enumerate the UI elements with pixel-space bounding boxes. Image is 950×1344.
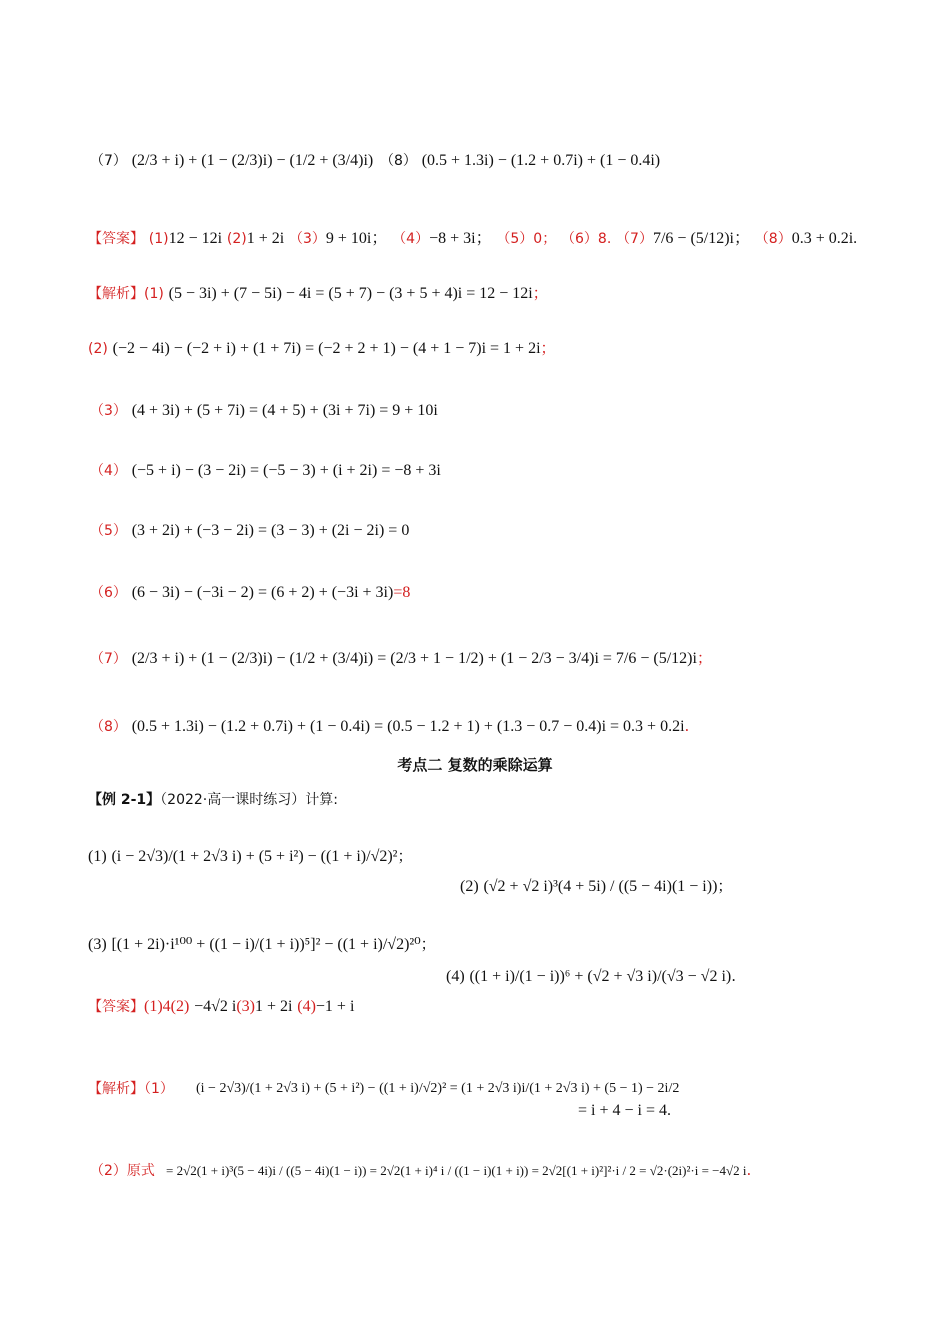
analysis-expr: (−2 − 4i) − (−2 + i) + (1 + 7i) = (−2 + 2 + 1) − (4 + 1 − 7)i = 1 + 2i (112, 340, 541, 357)
analysis-tail: . (684, 717, 690, 735)
example-tail: ； (717, 877, 733, 895)
analysis-expr: (0.5 + 1.3i) − (1.2 + 0.7i) + (1 − 0.4i) = (0.5 − 1.2 + 1) + (1.3 − 0.7 − 0.4)i = 0.3 + 0.2i (131, 718, 685, 735)
problem-7-label: （7） (90, 153, 127, 169)
example-tail: ； (397, 847, 413, 865)
analysis-expr: (i − 2√3)/(1 + 2√3 i) + (5 + i²) − ((1 + i)/√2)² = (1 + 2√3 i)i/(1 + 2√3 i) + (5 − 1) − 2i/2 (196, 1081, 680, 1096)
analysis-tail: . (746, 1161, 752, 1179)
analysis-num: （7） (90, 651, 127, 667)
analysis-expr: (2/3 + i) + (1 − (2/3)i) − (1/2 + (3/4)i) = (2/3 + 1 − 1/2) + (1 − 2/3 − 3/4)i = 7/6 − (5/12)i (131, 650, 697, 667)
analysis-num: （6） (90, 585, 127, 601)
problem-7 (90, 150, 373, 171)
analysis-num: (2) (88, 341, 108, 357)
example-source: （2022·高一课时练习）计算: (160, 792, 338, 808)
analysis-num: （2）原式 (90, 1163, 155, 1179)
example-expr: (√2 + √2 i)³(4 + 5i) / ((5 − 4i)(1 − i)) (483, 878, 718, 895)
analysis-1-line-5 (90, 520, 409, 541)
answer-item-value: 9 + 10i； (325, 230, 388, 247)
example-label: (3) (88, 936, 107, 953)
example-label: (4) (446, 968, 465, 985)
analysis-tail: ； (532, 284, 548, 302)
answer-item-num: （8） (754, 231, 792, 247)
analysis-1-line-8 (90, 716, 689, 737)
example-problem-2 (460, 876, 732, 897)
answer-item-num: (1) (148, 231, 169, 247)
answer-item-num: （3） (288, 231, 326, 247)
analysis-1-line-1 (88, 283, 548, 304)
example-expr: ((1 + i)/(1 − i))⁶ + (√2 + √3 i)/(√3 − √2 i) (469, 968, 732, 985)
example-problem-1 (88, 846, 412, 867)
analysis-expr: (4 + 3i) + (5 + 7i) = (4 + 5) + (3i + 7i) = 9 + 10i (131, 402, 438, 419)
analysis-tag: 【解析】 (88, 1081, 144, 1097)
analysis-num: （5） (90, 523, 127, 539)
answer-item-value: 7/6 − (5/12)i； (652, 230, 750, 247)
analysis-expr: (−5 + i) − (3 − 2i) = (−5 − 3) + (i + 2i) = −8 + 3i (131, 462, 441, 479)
answer-tag: 【答案】 (88, 999, 144, 1015)
answer-item-num: （6） (560, 231, 598, 247)
analysis-1-line-7 (90, 648, 712, 669)
example-tail: . (731, 967, 736, 985)
analysis-expr: (6 − 3i) − (−3i − 2) = (6 + 2) + (−3i + 3i) (131, 584, 394, 601)
analysis-1-line-3 (90, 400, 438, 421)
problem-8-expr: (0.5 + 1.3i) − (1.2 + 0.7i) + (1 − 0.4i) (421, 152, 661, 169)
example-problem-4 (446, 966, 736, 987)
example-problem-3 (88, 934, 436, 955)
analysis-tag: 【解析】 (88, 286, 144, 302)
example-expr: [(1 + 2i)·i¹⁰⁰ + ((1 − i)/(1 + i))⁵]² − ((1 + i)/√2)²⁰ (111, 936, 421, 953)
answer-item-value: −4√2 i (194, 998, 237, 1015)
problem-8 (380, 150, 660, 171)
section-title: 考点二 复数的乘除运算 (397, 756, 553, 774)
example-expr: (i − 2√3)/(1 + 2√3 i) + (5 + i²) − ((1 + i)/√2)² (111, 848, 398, 865)
analysis-expr: = 2√2(1 + i)³(5 − 4i)i / ((5 − 4i)(1 − i)) = 2√2(1 + i)⁴ i / ((1 − i)(1 + i)) = 2√2[(1 + i)²]²·i / 2 = √2·(2i)²·i = −4√2 i (166, 1163, 747, 1178)
answer-item-value: 1 + 2i (246, 230, 285, 247)
analysis-tail: ； (696, 649, 712, 667)
answer-item-value: 12 − 12i (168, 230, 223, 247)
analysis-tail: =8 (393, 584, 411, 601)
analysis-1-line-6 (90, 582, 410, 603)
example-label: (1) (88, 848, 107, 865)
answer-item-num: （5） (496, 231, 534, 247)
answer-item-num: (2) (170, 998, 190, 1015)
analysis-num: (1) (144, 286, 164, 302)
answer-item-value: 0.3 + 0.2i. (791, 230, 858, 247)
analysis-1-line-4 (90, 460, 441, 481)
analysis-num: （1） (144, 1081, 174, 1097)
analysis-1-line-2 (88, 338, 556, 359)
answer-1-line (88, 228, 857, 249)
answer-tag: 【答案】 (88, 231, 144, 247)
analysis-tail: ； (540, 339, 556, 357)
example-header (88, 789, 338, 809)
analysis-2-tail-1 (578, 1100, 671, 1121)
problem-8-label: （8） (380, 153, 417, 169)
answer-item-value: 4 (162, 998, 171, 1015)
problem-7-expr: (2/3 + i) + (1 − (2/3)i) − (1/2 + (3/4)i) (131, 152, 374, 169)
example-label: (2) (460, 878, 479, 895)
analysis-num: （4） (90, 463, 127, 479)
answer-item-value: 8. (597, 231, 612, 247)
analysis-2-expr-1 (196, 1078, 679, 1099)
analysis-num: （3） (90, 403, 127, 419)
answer-item-num: (1) (144, 998, 163, 1015)
analysis-num: （8） (90, 719, 127, 735)
example-tail: ； (420, 935, 436, 953)
answer-item-num: (2) (226, 231, 247, 247)
analysis-2-expr-2 (166, 1160, 751, 1181)
answer-item-value: −8 + 3i； (429, 230, 492, 247)
answer-item-num: (4) (297, 998, 316, 1015)
analysis-expr: (3 + 2i) + (−3 − 2i) = (3 − 3) + (2i − 2i) = 0 (131, 522, 410, 539)
analysis-2-line-2 (90, 1160, 155, 1181)
example-tag: 【例 2-1】 (88, 792, 161, 808)
answer-item-value: 1 + 2i (255, 998, 293, 1015)
answer-2-line (88, 996, 354, 1017)
analysis-2-line-1 (88, 1078, 174, 1099)
answer-item-value: −1 + i (315, 998, 355, 1015)
answer-item-num: (3) (236, 998, 255, 1015)
analysis-tail: = i + 4 − i = 4. (578, 1102, 671, 1119)
answer-item-num: （4） (392, 231, 430, 247)
answer-item-num: （7） (616, 231, 653, 247)
answer-item-value: 0； (533, 231, 557, 247)
analysis-expr: (5 − 3i) + (7 − 5i) − 4i = (5 + 7) − (3 + 5 + 4)i = 12 − 12i (168, 285, 533, 302)
